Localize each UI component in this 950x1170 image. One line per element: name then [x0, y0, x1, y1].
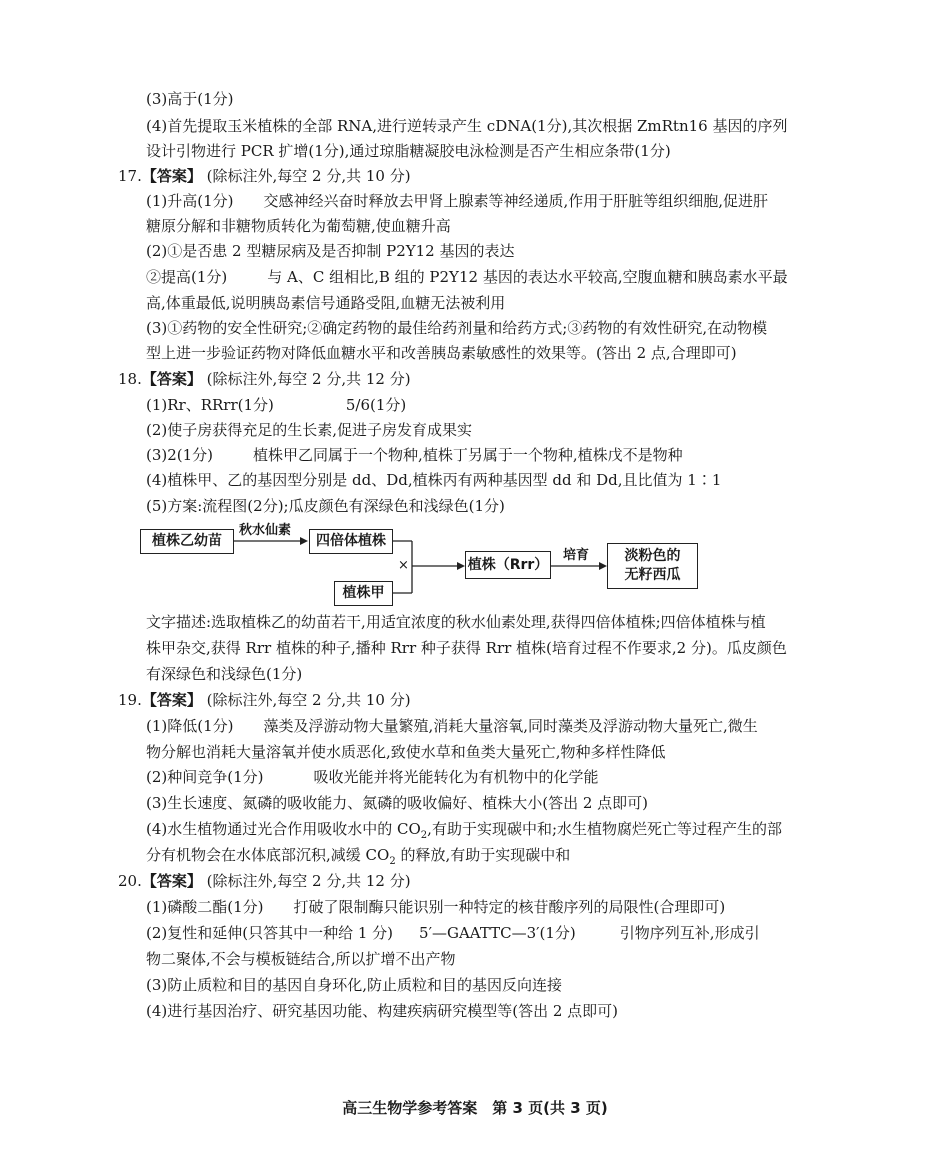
q16-part4-line2: 设计引物进行 PCR 扩增(1分),通过琼脂糖凝胶电泳检测是否产生相应条带(1分) — [146, 142, 671, 160]
q19-part1-line2: 物分解也消耗大量溶氧并使水质恶化,致使水草和鱼类大量死亡,物种多样性降低 — [146, 743, 666, 761]
q19-part4-line1 — [146, 819, 782, 846]
q20-header — [118, 871, 411, 891]
q19-part4-line2-text-a: 分有机物会在水体底部沉积,减缓 CO — [146, 846, 390, 864]
flow-edge-colchicine: 秋水仙素 — [239, 523, 292, 538]
q18-part1 — [146, 395, 406, 415]
arrow-head-2 — [457, 562, 465, 570]
q19-part2-answer: (2)种间竞争(1分) — [146, 768, 264, 786]
q17-part3-line2: 型上进一步验证药物对降低血糖水平和改善胰岛素敏感性的效果等。(答出 2 点,合理即可) — [146, 344, 737, 362]
q18-part2: (2)使子房获得充足的生长素,促进子房发育成果实 — [146, 421, 473, 439]
q18-part4: (4)植株甲、乙的基因型分别是 dd、Dd,植株丙有两种基因型 dd 和 Dd,且比值为 1∶1 — [146, 471, 722, 489]
q20-part2-explanation: 引物序列互补,形成引 — [619, 924, 760, 942]
flow-box-seedless-watermelon — [607, 543, 698, 589]
arrow-head-1 — [300, 537, 308, 545]
q17-header — [118, 166, 411, 186]
q19-answer-tag: 【答案】 — [141, 691, 202, 709]
q19-part4-line2-text-b: 的释放,有助于实现碳中和 — [395, 846, 571, 864]
q16-part4-line1: (4)首先提取玉米植株的全部 RNA,进行逆转录产生 cDNA(1分),其次根据 ZmRtn16 基因的序列 — [146, 117, 788, 135]
q20-part1 — [146, 897, 725, 917]
q17-part1-explanation: 交感神经兴奋时释放去甲肾上腺素等神经递质,作用于肝脏等组织细胞,促进肝 — [263, 192, 769, 210]
q17-part3-line1: (3)①药物的安全性研究;②确定药物的最佳给药剂量和给药方式;③药物的有效性研究,在动物模 — [146, 319, 768, 337]
q17-part2-answer: ②提高(1分) — [146, 268, 228, 286]
q17-part2-line3: 高,体重最低,说明胰岛素信号通路受阻,血糖无法被利用 — [146, 294, 506, 312]
q17-part2-line2 — [146, 267, 788, 287]
q20-number: 20. — [118, 872, 142, 890]
q20-part1-answer: (1)磷酸二酯(1分) — [146, 898, 264, 916]
q20-part1-explanation: 打破了限制酶只能识别一种特定的核苷酸序列的局限性(合理即可) — [293, 898, 726, 916]
page-footer: 高三生物学参考答案 第 3 页(共 3 页) — [342, 1099, 608, 1117]
q19-part1-line1 — [146, 716, 758, 736]
q19-header — [118, 690, 411, 710]
q19-note: (除标注外,每空 2 分,共 10 分) — [206, 691, 411, 709]
q17-part2-line1: (2)①是否患 2 型糖尿病及是否抑制 P2Y12 基因的表达 — [146, 242, 515, 260]
q17-note: (除标注外,每空 2 分,共 10 分) — [206, 167, 411, 185]
flow-box-plant-a: 植株甲 — [334, 581, 393, 606]
q20-part4: (4)进行基因治疗、研究基因功能、构建疾病研究模型等(答出 2 点即可) — [146, 1002, 619, 1020]
q18-description-line3: 有深绿色和浅绿色(1分) — [146, 665, 303, 683]
q18-answer-tag: 【答案】 — [141, 370, 202, 388]
q17-part1-line1 — [146, 191, 768, 211]
flow-box-tetraploid: 四倍体植株 — [309, 529, 393, 554]
q19-part4-line2-subscript: 2 — [389, 856, 396, 867]
q18-part3-explanation: 植株甲乙同属于一个物种,植株丁另属于一个物种,植株戊不是物种 — [253, 446, 683, 464]
q19-part4-subscript: 2 — [420, 830, 428, 841]
flow-cross-symbol: × — [398, 558, 409, 573]
q19-part4-text-b: ,有助于实现碳中和;水生植物腐烂死亡等过程产生的部 — [427, 820, 782, 838]
q17-number: 17. — [118, 167, 142, 185]
q17-answer-tag: 【答案】 — [141, 167, 202, 185]
q20-note: (除标注外,每空 2 分,共 12 分) — [206, 872, 411, 890]
q19-part1-answer: (1)降低(1分) — [146, 717, 234, 735]
flow-box-seedless-line2: 无籽西瓜 — [624, 567, 681, 583]
q19-number: 19. — [118, 691, 142, 709]
flow-edge-cultivate: 培育 — [563, 548, 590, 563]
q20-part2-line2: 物二聚体,不会与模板链结合,所以扩增不出产物 — [146, 950, 456, 968]
q20-part3: (3)防止质粒和目的基因自身环化,防止质粒和目的基因反向连接 — [146, 976, 563, 994]
q20-part2-line1 — [146, 923, 760, 943]
q18-part1-answer-b: 5/6(1分) — [345, 396, 407, 414]
q17-part1-line2: 糖原分解和非糖物质转化为葡萄糖,使血糖升高 — [146, 217, 451, 235]
q19-part2 — [146, 767, 599, 787]
q18-part1-answer-a: (1)Rr、RRrr(1分) — [146, 396, 274, 414]
q18-description-line2: 株甲杂交,获得 Rrr 植株的种子,播种 Rrr 种子获得 Rrr 植株(培育过程不作要求,2 分)。瓜皮颜色 — [146, 639, 787, 657]
q18-part5: (5)方案:流程图(2分);瓜皮颜色有深绿色和浅绿色(1分) — [146, 497, 505, 515]
q18-number: 18. — [118, 370, 142, 388]
flow-box-rrr-plant: 植株（Rrr） — [465, 551, 551, 579]
q19-part4-line2 — [146, 845, 570, 872]
q18-note: (除标注外,每空 2 分,共 12 分) — [206, 370, 411, 388]
q19-part2-explanation: 吸收光能并将光能转化为有机物中的化学能 — [313, 768, 599, 786]
q20-part2-answer-b: 5′—GAATTC—3′(1分) — [419, 924, 576, 942]
q19-part3: (3)生长速度、氮磷的吸收能力、氮磷的吸收偏好、植株大小(答出 2 点即可) — [146, 794, 649, 812]
q18-part3 — [146, 445, 683, 465]
q17-part2-explanation: 与 A、C 组相比,B 组的 P2Y12 基因的表达水平较高,空腹血糖和胰岛素水平最 — [267, 268, 788, 286]
q20-part2-answer-a: (2)复性和延伸(只答其中一种给 1 分) — [146, 924, 394, 942]
q18-part3-answer: (3)2(1分) — [146, 446, 214, 464]
q17-part1-answer: (1)升高(1分) — [146, 192, 234, 210]
flow-box-seedling: 植株乙幼苗 — [140, 529, 234, 554]
arrow-head-3 — [599, 562, 607, 570]
q18-description-line1: 文字描述:选取植株乙的幼苗若干,用适宜浓度的秋水仙素处理,获得四倍体植株;四倍体植株与植 — [146, 613, 766, 631]
q18-header — [118, 369, 411, 389]
q16-part3: (3)高于(1分) — [146, 90, 234, 108]
q19-part1-explanation: 藻类及浮游动物大量繁殖,消耗大量溶氧,同时藻类及浮游动物大量死亡,微生 — [263, 717, 758, 735]
q20-answer-tag: 【答案】 — [141, 872, 202, 890]
flow-box-seedless-line1: 淡粉色的 — [624, 548, 681, 564]
q19-part4-text-a: (4)水生植物通过光合作用吸收水中的 CO — [146, 820, 421, 838]
